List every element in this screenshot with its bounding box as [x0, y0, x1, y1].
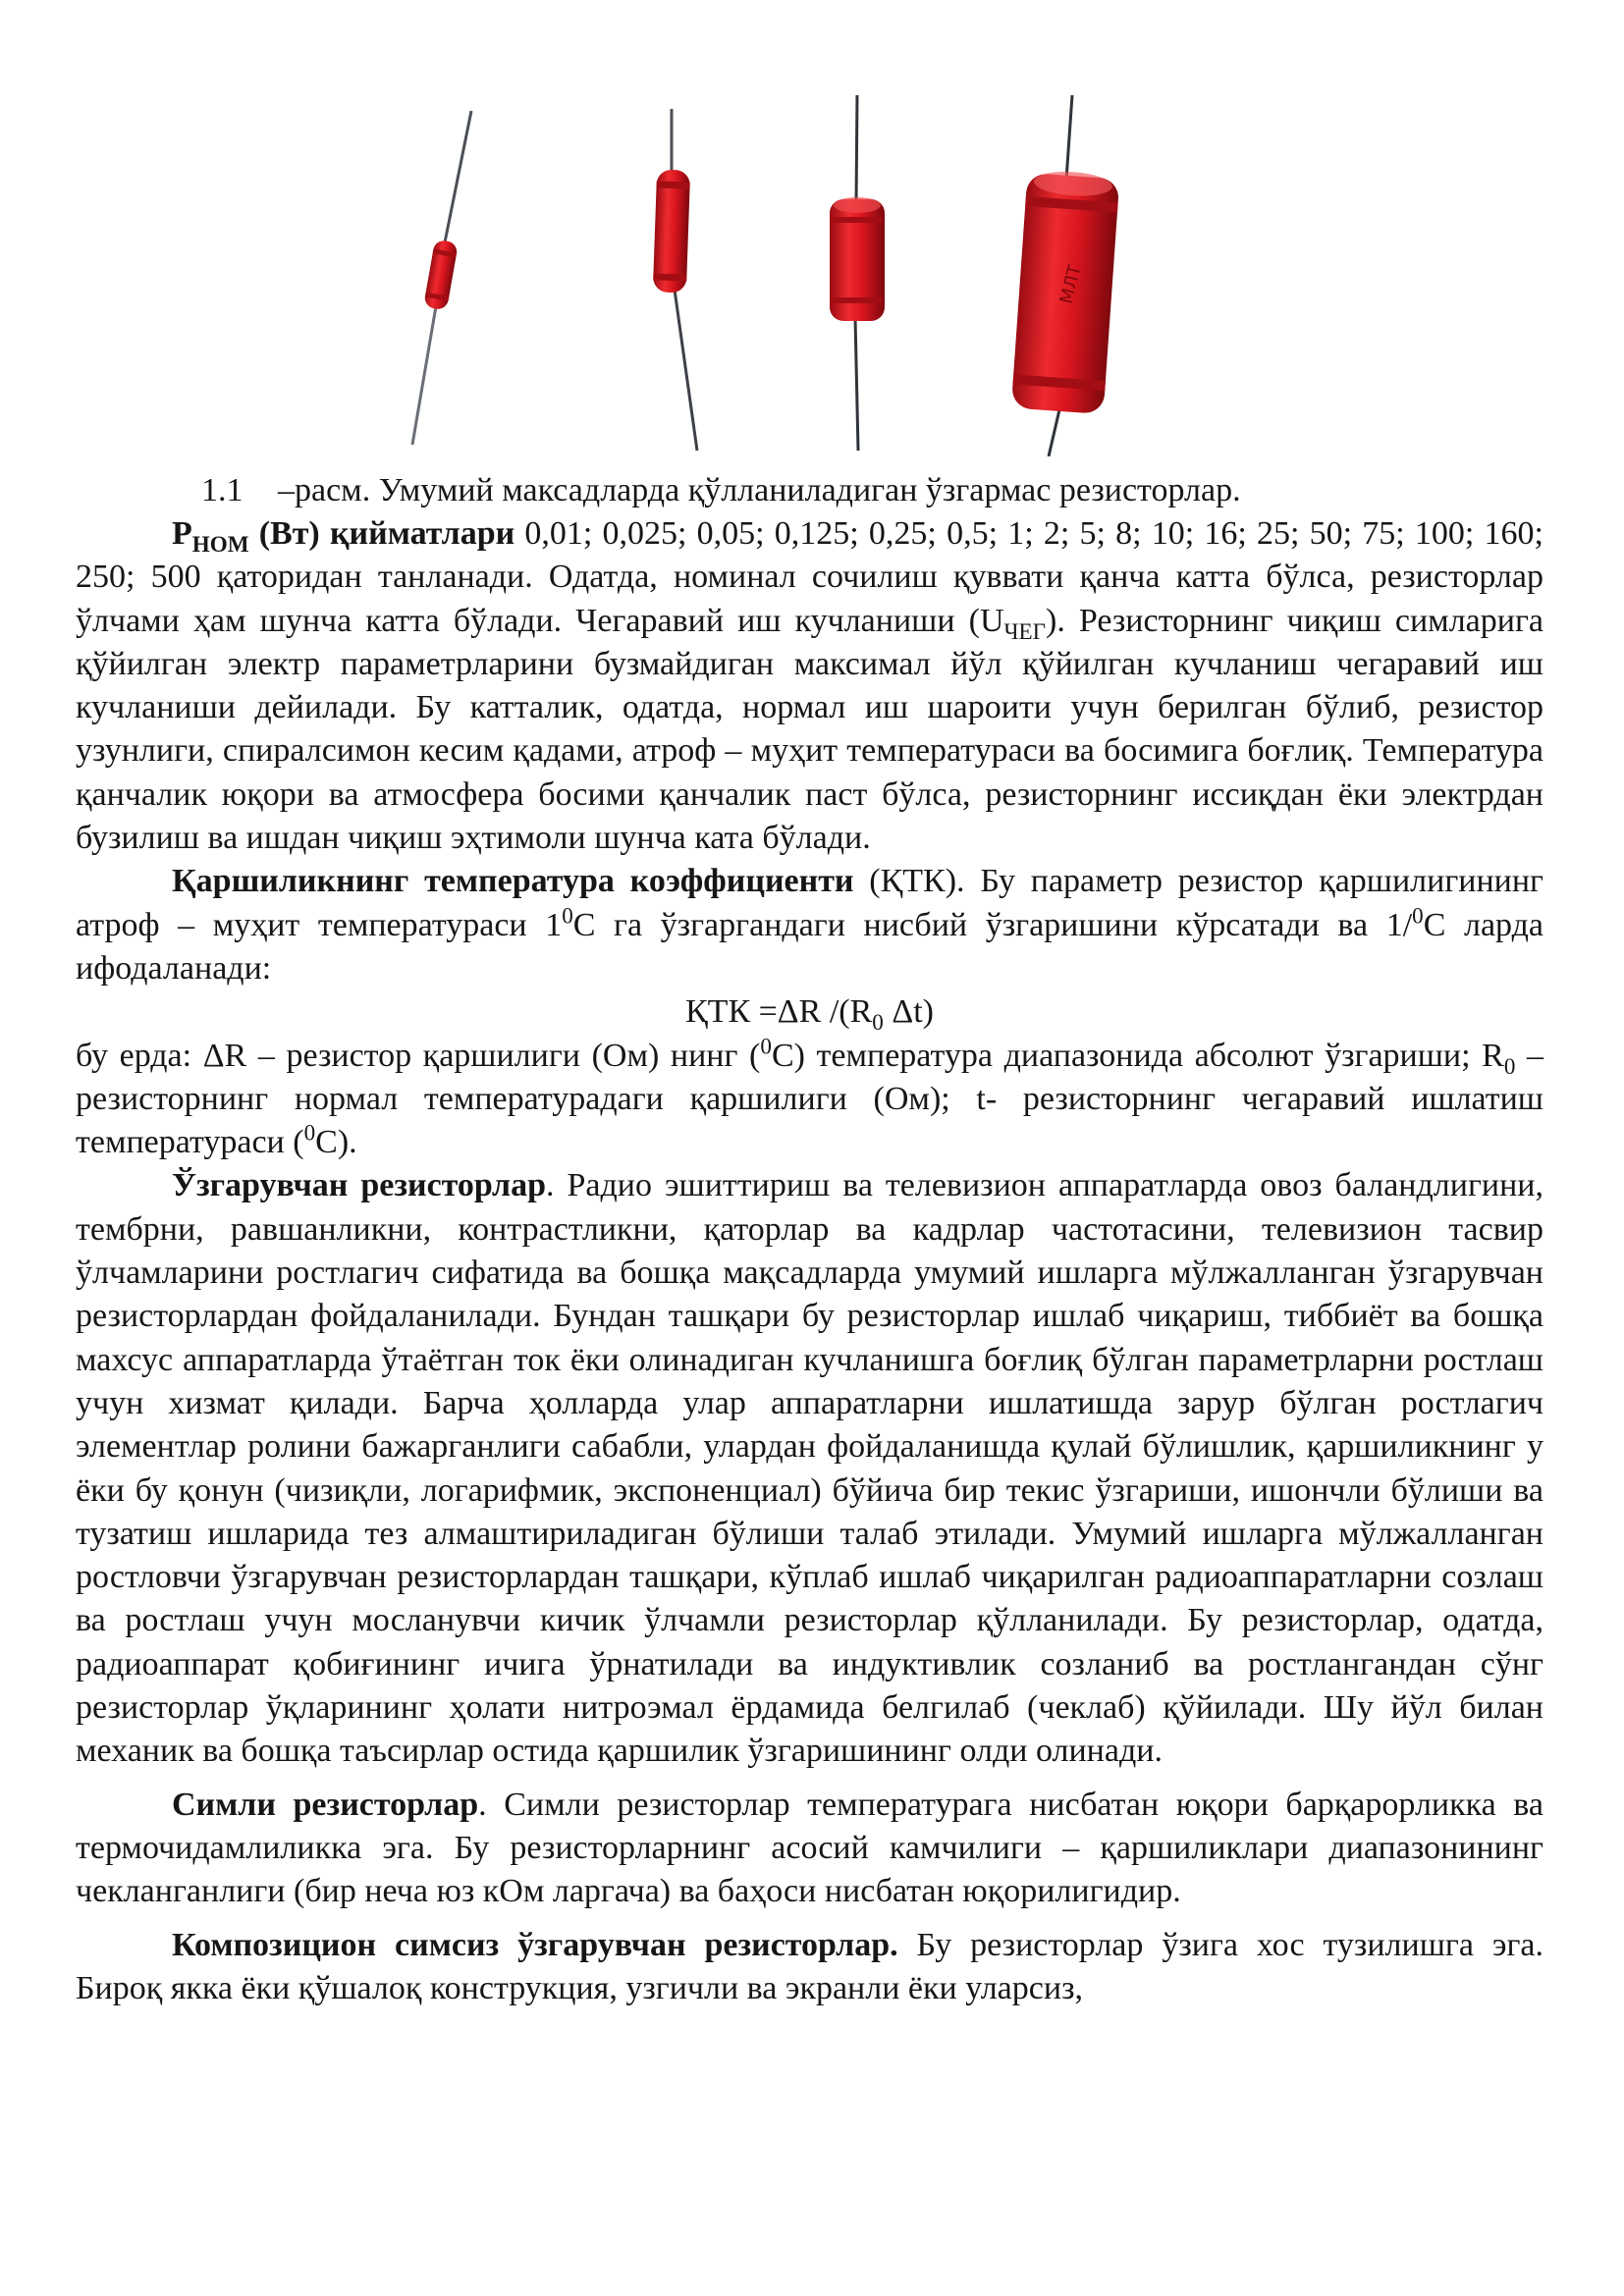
- svg-text:МЛТ: МЛТ: [1056, 262, 1086, 306]
- caption-text: –расм. Умумий максадларда қўлланиладиган ўзгармас резисторлар.: [278, 472, 1241, 508]
- rated-power-term: $Р_{НОМ}$ (Вт) қийматлари: [172, 515, 515, 558]
- paragraph-composition-resistors: Композицион симсиз ўзгарувчан резисторлар. Бу резисторлар ўзига хос тузилишга эга. Бироқ якка ёки қўшалоқ конструкция, узгичли ва экранли ёки уларсиз,: [76, 1926, 1543, 2006]
- variable-resistors-term: Ўзгарувчан резисторлар: [172, 1167, 546, 1204]
- resistors-photo: [373, 54, 1335, 456]
- paragraph-tcr: Қаршиликнинг температура коэффициенти (ҚТК). Бу параметр резистор қаршилигининг атроф – муҳит температураси $1^0С$ га ўзгаргандаги нисбий ўзгаришини кўрсатади ва 1/$^0$С ларда ифодаланади:: [76, 863, 1543, 987]
- wire-resistors-term: Симли резисторлар: [172, 1786, 479, 1823]
- tcr-term: Қаршиликнинг температура коэффициенти: [172, 863, 854, 900]
- composition-resistors-term: Композицион симсиз ўзгарувчан резисторлар.: [172, 1926, 898, 1963]
- document-body: [76, 512, 1543, 2010]
- caption-number: 1.1: [201, 472, 244, 508]
- resistor-xlarge: [1011, 95, 1120, 456]
- paragraph-wire-resistors: Симли резисторлар. Симли резисторлар температурага нисбатан юқори барқарорликка ва термочидамлиликка эга. Бу резисторларнинг асосий камчилиги – қаршиликлари диапазонининг чекланганлиги (бир неча юз кОм ларгача) ва баҳоси нисбатан юқорилигидир.: [76, 1786, 1543, 1910]
- resistor-large: [830, 95, 885, 451]
- tcr-formula: ҚТК =ΔR $/(R_0$ Δt): [685, 993, 934, 1037]
- figure-caption: [201, 469, 1241, 512]
- paragraph-formula-legend: бу ерда: ΔR – резистор қаршилиги (Ом) нинг ($^0$С) температура диапазонида абсолют ўзгариши; $R_0$ – резисторнинг нормал температурадаги қаршилиги (Ом); t- резисторнинг чегаравий ишлатиш температураси ($^0$С).: [76, 1034, 1544, 1161]
- paragraph-variable-resistors: Ўзгарувчан резисторлар. Радио эшиттириш ва телевизион аппаратларда овоз баландлигини, тембрни, равшанликни, контрастликни, қаторлар ва кадрлар частотасини, телевизион тасвир ўлчамларини ростлагич сифатида ва бошқа мақсадларда умумий ишларга мўлжалланган ўзгарувчан резисторлардан фойдаланилади. Бундан ташқари бу резисторлар ишлаб чиқариш, тиббиёт ва бошқа махсус аппаратларда ўтаётган ток ёки олинадиган кучланишга боғлиқ бўлган параметрларни ростлаш учун хизмат қилади. Барча ҳолларда улар аппаратларни ишлатишда зарур бўлган ростлагич элементлар ролини бажарганлиги сабабли, улардан фойдаланишда қулай бўлишлик, қаршиликнинг у ёки бу қонун (чизиқли, логарифмик, экспоненциал) бўйича бир текис ўзгариши, ишончли бўлиши ва тузатиш ишларида тез алмаштириладиган бўлиши талаб этилади. Умумий ишларга мўлжалланган ростловчи ўзгарувчан резисторлардан ташқари, кўплаб ишлаб чиқарилган радиоаппаратларни созлаш ва ростлаш учун мосланувчи кичик ўлчамли резисторлар қўлланилади. Бу резисторлар, одатда, радиоаппарат қобиғининг ичига ўрнатилади ва индуктивлик созланиб ва ростлангандан сўнг резисторлар ўқларининг ҳолати нитроэмал ёрдамида белгилаб (чеклаб) қўйилади. Шу йўл билан механик ва бошқа таъсирлар остида қаршилик ўзгаришининг олди олинади.: [76, 1167, 1543, 1770]
- paragraph-rated-power: $Р_{НОМ}$ (Вт) қийматлари 0,01; 0,025; 0,05; 0,125; 0,25; 0,5; 1; 2; 5; 8; 10; 16; 25; 50; 75; 100; 160; 250; 500 қаторидан танланади. Одатда, номинал сочилиш қуввати қанча катта бўлса, резисторлар ўлчами ҳам шунча катта бўлади. Чегаравий иш кучланиши $(U_{ЧЕГ})$. Резисторнинг чиқиш симларига қўйилган электр параметрларини бузмайдиган максимал йўл қўйилган кучланиш чегаравий иш кучланиши дейилади. Бу катталик, одатда, нормал иш шароити учун берилган бўлиб, резистор узунлиги, спиралсимон кесим қадами, атроф – муҳит температураси ва босимига боғлиқ. Температура қанчалик юқори ва атмосфера босими қанчалик паст бўлса, резисторнинг иссиқдан ёки электрдан бузилиш ва ишдан чиқиш эҳтимоли шунча ката бўлади.: [76, 515, 1543, 857]
- resistor-medium: [653, 109, 697, 451]
- resistor-small: [412, 111, 471, 445]
